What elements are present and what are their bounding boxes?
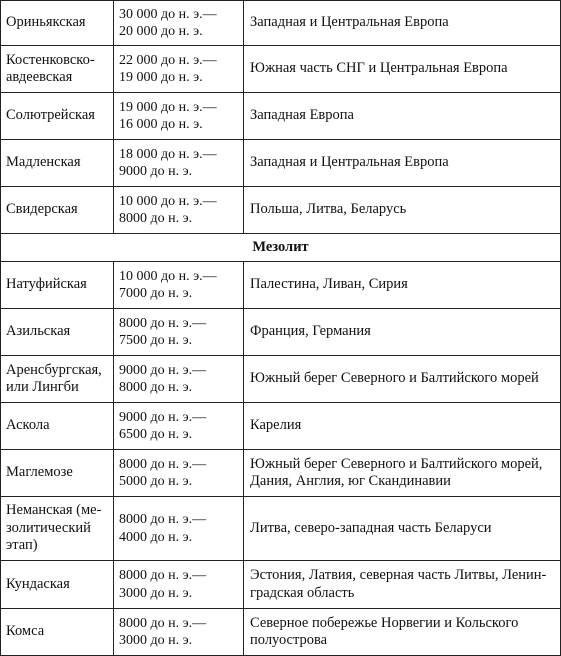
culture-cell: Натуфийская [1,262,114,309]
culture-cell: Ориньякская [1,1,114,46]
date-range-cell: 8000 до н. э.— 5000 до н. э. [114,450,244,497]
table-row [1,93,561,140]
table-body [1,1,561,656]
table-row [1,450,561,497]
table-row [1,356,561,403]
region-cell: Франция, Германия [244,309,561,356]
region-cell: Западная и Центральная Европа [244,1,561,46]
culture-cell: Костенковско- авдеевская [1,46,114,93]
region-cell: Западная и Центральная Европа [244,140,561,187]
region-cell: Западная Европа [244,93,561,140]
region-cell: Польша, Литва, Беларусь [244,187,561,234]
region-cell: Южная часть СНГ и Центральная Европа [244,46,561,93]
culture-cell: Азильская [1,309,114,356]
region-cell: Литва, северо-западная часть Беларуси [244,497,561,561]
date-range-cell: 10 000 до н. э.— 8000 до н. э. [114,187,244,234]
table-row [1,561,561,609]
culture-cell: Кундаская [1,561,114,609]
culture-cell: Аренсбургская, или Лингби [1,356,114,403]
section-header-row [1,234,561,262]
table-row [1,309,561,356]
region-cell: Южный берег Северного и Балтийского морей, Дания, Англия, юг Скандинавии [244,450,561,497]
table-row [1,1,561,46]
culture-cell: Маглемозе [1,450,114,497]
table-row [1,262,561,309]
section-title: Мезолит [1,234,561,262]
table-row [1,187,561,234]
date-range-cell: 8000 до н. э.— 4000 до н. э. [114,497,244,561]
table-row [1,609,561,656]
date-range-cell: 9000 до н. э.— 8000 до н. э. [114,356,244,403]
region-cell: Северное побережье Норвегии и Кольского полуострова [244,609,561,656]
date-range-cell: 8000 до н. э.— 7500 до н. э. [114,309,244,356]
culture-cell: Неманская (ме- золитический этап) [1,497,114,561]
date-range-cell: 18 000 до н. э.— 9000 до н. э. [114,140,244,187]
date-range-cell: 8000 до н. э.— 3000 до н. э. [114,561,244,609]
region-cell: Палестина, Ливан, Сирия [244,262,561,309]
culture-cell: Комса [1,609,114,656]
culture-cell: Солютрейская [1,93,114,140]
table-row [1,403,561,450]
region-cell: Карелия [244,403,561,450]
region-cell: Эстония, Латвия, северная часть Литвы, Ленин- градская область [244,561,561,609]
table-row [1,46,561,93]
table-row [1,497,561,561]
region-cell: Южный берег Северного и Балтийского морей [244,356,561,403]
date-range-cell: 9000 до н. э.— 6500 до н. э. [114,403,244,450]
table-row [1,140,561,187]
date-range-cell: 22 000 до н. э.— 19 000 до н. э. [114,46,244,93]
date-range-cell: 8000 до н. э.— 3000 до н. э. [114,609,244,656]
date-range-cell: 30 000 до н. э.— 20 000 до н. э. [114,1,244,46]
culture-cell: Мадленская [1,140,114,187]
date-range-cell: 10 000 до н. э.— 7000 до н. э. [114,262,244,309]
culture-cell: Аскола [1,403,114,450]
date-range-cell: 19 000 до н. э.— 16 000 до н. э. [114,93,244,140]
culture-cell: Свидерская [1,187,114,234]
